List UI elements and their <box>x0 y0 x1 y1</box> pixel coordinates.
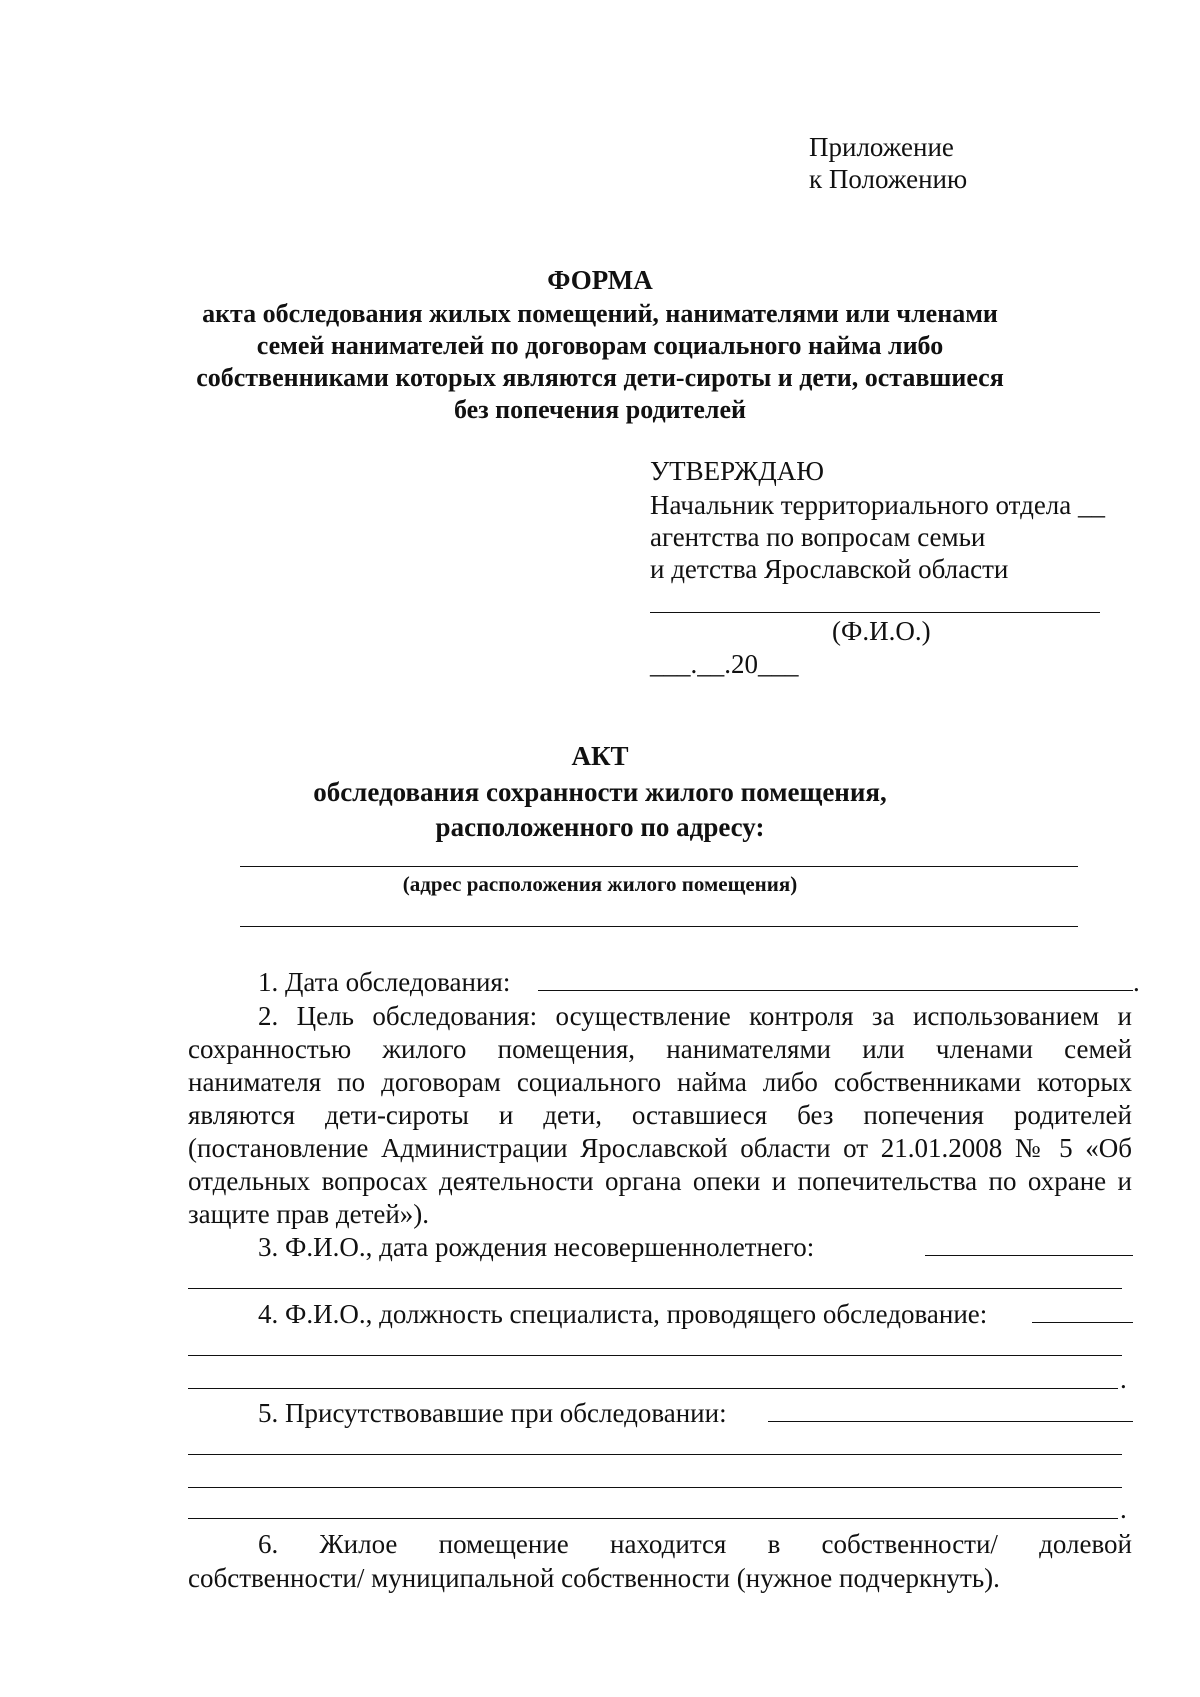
approval-line-2: агентства по вопросам семьи <box>650 522 986 552</box>
item-2-line-6: отдельных вопросах деятельности органа опеки и попечительства по охране и <box>188 1166 1132 1196</box>
address-caption: (адрес расположения жилого помещения) <box>402 872 798 896</box>
approval-heading: УТВЕРЖДАЮ <box>650 456 825 486</box>
item-6-line-2: собственности/ муниципальной собственности (нужное подчеркнуть). <box>188 1563 1000 1593</box>
address-line-2 <box>240 926 1078 927</box>
item-2-line-4: являются дети-сироты и дети, оставшиеся без попечения родителей <box>188 1100 1132 1130</box>
approval-line-3: и детства Ярославской области <box>650 554 1009 584</box>
item-3-label: 3. Ф.И.О., дата рождения несовершеннолетнего: <box>258 1232 815 1262</box>
act-subtitle-1: обследования сохранности жилого помещения, <box>313 777 887 807</box>
item-4-end: . <box>1120 1364 1127 1394</box>
item-5-label: 5. Присутствовавшие при обследовании: <box>258 1398 727 1428</box>
item-4-label: 4. Ф.И.О., должность специалиста, проводящего обследование: <box>258 1299 988 1329</box>
item-5-line-3 <box>188 1487 1122 1488</box>
appendix-line-1: Приложение <box>809 132 954 162</box>
approval-fio-caption: (Ф.И.О.) <box>832 616 931 646</box>
item-1-end: . <box>1133 967 1140 997</box>
approval-signature-line <box>650 612 1100 613</box>
act-title: АКТ <box>571 741 629 771</box>
appendix-line-2: к Положению <box>809 164 968 194</box>
item-6-line-1: 6. Жилое помещение находится в собственности/ долевой <box>258 1529 1132 1559</box>
act-subtitle-2: расположенного по адресу: <box>435 812 765 842</box>
item-3-fill-line <box>925 1255 1133 1256</box>
form-subtitle-line-1: акта обследования жилых помещений, нанимателями или членами <box>202 299 998 328</box>
address-line <box>240 866 1078 867</box>
item-1-label: 1. Дата обследования: <box>258 967 511 997</box>
item-2-line-1: 2. Цель обследования: осуществление контроля за использованием и <box>258 1001 1132 1031</box>
item-2-line-2: сохранностью жилого помещения, нанимателями или членами семей <box>188 1034 1132 1064</box>
item-4-fill-line <box>1032 1322 1133 1323</box>
item-2-line-5: (постановление Администрации Ярославской области от 21.01.2008 № 5 «Об <box>188 1133 1132 1163</box>
item-4-line-2 <box>188 1355 1122 1356</box>
item-2-line-7: защите прав детей»). <box>188 1199 430 1229</box>
approval-date: ___.__.20___ <box>650 649 799 679</box>
item-3-line-2 <box>188 1288 1122 1289</box>
item-1-fill-line <box>538 990 1133 991</box>
form-subtitle-line-2: семей нанимателей по договорам социального найма либо <box>256 331 944 360</box>
item-5-line-2 <box>188 1454 1122 1455</box>
item-5-end: . <box>1120 1494 1127 1524</box>
form-subtitle-line-4: без попечения родителей <box>454 395 746 424</box>
approval-line-1: Начальник территориального отдела __ <box>650 490 1106 520</box>
item-4-line-3 <box>188 1388 1118 1389</box>
item-2-line-3: нанимателя по договорам социального найма либо собственниками которых <box>188 1067 1132 1097</box>
item-5-fill-line <box>768 1421 1133 1422</box>
item-5-line-4 <box>188 1518 1118 1519</box>
form-title: ФОРМА <box>547 265 653 295</box>
form-subtitle-line-3: собственниками которых являются дети-сироты и дети, оставшиеся <box>196 363 1004 392</box>
